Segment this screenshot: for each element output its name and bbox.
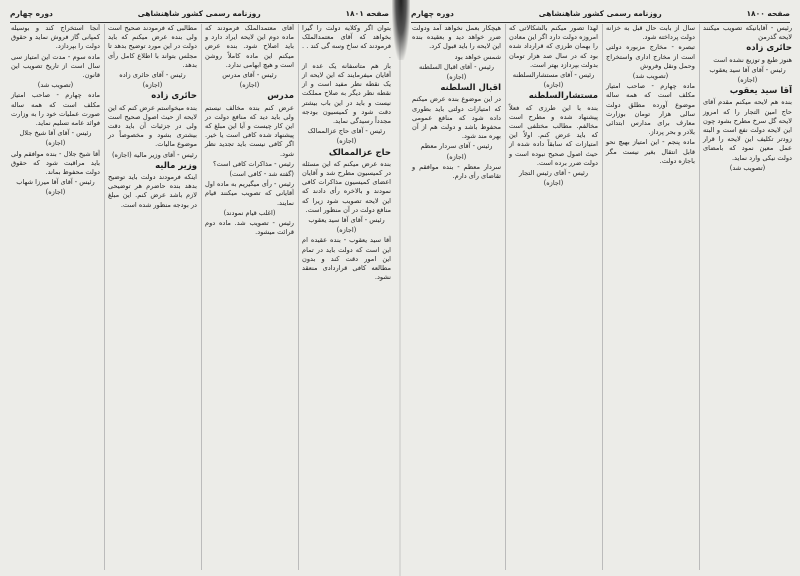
centered-note: رئیس - آقای آقا سید یعقوب (308, 216, 385, 225)
right-page (401, 0, 800, 576)
paragraph: اینکه فرمودند دولت باید توضیح بدهد بنده حاضرم هر توضیحی لازم باشد عرض کنم. این مبلغ در بودجه منظور شده است. (108, 173, 197, 209)
text-column (699, 24, 792, 570)
paragraph: آنجا استخراج کند و بوسیله کمپانی گاز فروش نماید و حقوق دولت را بپردازد. (11, 24, 100, 51)
centered-note: رئیس - آقای آقا شیخ جلال (19, 129, 92, 138)
centered-note: رئیس - آقای حاج عزالممالک (307, 127, 386, 136)
text-column (409, 24, 501, 570)
text-column (201, 24, 294, 570)
paragraph: باز هم متاسفانه یک عده از آقایان میفرمایند که این لایحه از یک نقطه نظر مفید است و از نقطه نظر دیگر به صلاح مملکت نیست و باید در این باب بیشتر دقت شود و کمیسیون بودجه مجدداً رسیدگی نماید. (302, 61, 391, 126)
text-column (104, 24, 197, 570)
page-header (10, 6, 389, 23)
newspaper-title: روزنامه رسمی کشور شاهنشاهی (538, 8, 662, 18)
centered-note: رئیس - آقای آقا میرزا شهاب (16, 178, 95, 187)
centered-note: رئیس - آقای آقا سید یعقوب (709, 65, 786, 74)
paragraph: ماده پنجم - این امتیاز بهیچ نحو قابل انتقال بغیر نیست مگر باجازه دولت. (606, 138, 695, 165)
paragraph: ماده چهارم - صاحب امتیاز مکلف است که همه ساله صورت عملیات خود را به وزارت فوائد عامه تسلیم نماید. (11, 91, 100, 128)
speaker-heading: وزیر مالیه (155, 160, 197, 171)
paragraph: عرض کنم بنده مخالف نیستم ولی باید دید که منافع دولت در این کار چیست و آیا این مبلغ که پیشنهاد شده کافی است یا خیر. اگر کافی نیست باید تجدید نظر شود. (205, 103, 294, 158)
paragraph: سردار معظم - بنده موافقم و تقاضای رأی دارم. (412, 162, 501, 181)
speaker-heading: مستشارالسلطنه (528, 91, 598, 102)
paragraph: لهذا تصور میکنم بالشکالاتی که امروزه دولت دارد اگر این معادن را بهمان طرزی که قرارداد شده بود که در سال صد هزار تومان بدولت بپردازد بهتر است. (509, 24, 598, 69)
centered-note: (اجازه) (446, 152, 467, 161)
text-column (505, 24, 598, 570)
paragraph: آقا سید یعقوب - بنده عقیده ام این است که دولت باید در تمام این امور دقت کند و بدون مطالعه کافی قراردادی منعقد نشود. (302, 236, 391, 282)
centered-note: (اجازه) (446, 73, 467, 82)
paragraph: رئیس - آقایانیکه تصویب میکنند لایحه گذرمن (703, 24, 792, 42)
centered-note: رئیس - آقای رئیس التجار (518, 169, 589, 178)
page-number: صفحه ۱۸۰۰ (746, 8, 790, 18)
paragraph: بتوان اگر وکلایه دولت را گیرا بخواهد که آقای معتمدالملک فرمودند که ساخ وسه گی کند . . . (302, 24, 391, 60)
paragraph: رئیس - مذاکرات کافی است؟ (213, 159, 294, 168)
paragraph: آقا شیخ جلال - بنده موافقم ولی باید مراقبت شود که حقوق دولت محفوظ بماند. (11, 149, 100, 177)
text-columns (409, 24, 792, 570)
page-header (411, 6, 790, 23)
left-page (0, 0, 399, 576)
text-columns (8, 24, 391, 570)
centered-note: (اجازه) (336, 137, 357, 146)
page-number: صفحه ۱۸۰۱ (345, 8, 389, 18)
centered-note: (اجازه) (239, 81, 260, 90)
paragraph: رئیس - آقای وزیر مالیه (اجازه) (111, 150, 197, 159)
paragraph: هیچکار بعمل نخواهد آمد ودولت ضرر خواهد دید و بعقیده بنده این لایحه را باید قبول کرد. (412, 24, 501, 51)
paragraph: بنده عرض میکنم که این مسئله در کمیسیون مطرح شد و آقایان اعضای کمیسیون مذاکرات کافی نمودند و بالاخره رأی دادند که این لایحه تصویب شود زیرا که منافع دولت در آن منظور است. (302, 159, 391, 214)
centered-note: رئیس - آقای سردار معظم (420, 142, 493, 151)
centered-note: (اجازه) (45, 188, 66, 197)
speaker-heading: مدرس (267, 91, 294, 102)
speaker-heading: حائری زاده (746, 43, 792, 54)
centered-note: (اجازه) (336, 226, 357, 235)
speaker-heading: حاج عزالممالک (328, 147, 391, 158)
period-label: دوره چهارم (411, 8, 454, 18)
centered-note: رئیس - آقای مدرس (222, 71, 277, 80)
speaker-heading: آقا سید یعقوب (729, 86, 792, 97)
centered-note: (تصویب شد) (632, 72, 669, 81)
speaker-heading: حائری زاده (151, 91, 197, 102)
text-column (8, 24, 100, 570)
text-column (602, 24, 695, 570)
centered-note: (اجازه) (142, 81, 163, 90)
centered-note: رئیس - آقای حائری زاده (119, 71, 186, 80)
centered-note: رئیس - آقای مستشارالسلطنه (512, 71, 595, 80)
centered-note: (تصویب شد) (729, 163, 766, 172)
paragraph: (گفته شد - کافی است) (229, 170, 294, 179)
paragraph: مطالبی که فرمودند صحیح است ولی بنده عرض میکنم که باید دولت در این مورد توضیح بدهد تا مجلس بتواند با اطلاع کامل رأی بدهد. (108, 24, 197, 69)
paragraph: رئیس - رأی میگیریم به ماده اول آقایانی که تصویب میکنند قیام نمایند. (205, 180, 294, 207)
paragraph: هنوز طبع و توزیع نشده است (713, 55, 792, 64)
centered-note: (اغلب قیام نمودند) (223, 208, 276, 217)
paragraph: آقای معتمدالملک فرمودند که ماده دوم این لایحه ایراد دارد و باید اصلاح شود. بنده عرض میکنم این ماده کاملاً روشن است و هیچ ابهامی ندارد. (205, 24, 294, 69)
centered-note: (اجازه) (543, 179, 564, 188)
paragraph: سال از بابت حال قبل به خزانه دولت پرداخته شود. (606, 24, 695, 42)
paragraph: ماده سوم - مدت این امتیاز سی سال است از تاریخ تصویب این قانون. (11, 52, 100, 80)
centered-note: (اجازه) (45, 139, 66, 148)
paragraph: تبصره - مخارج مزبوره دولتی است از مخارج اداری واستخراج وحمل ونقل وفروش (606, 43, 695, 70)
newspaper-title: روزنامه رسمی کشور شاهنشاهی (137, 8, 261, 18)
speaker-heading: اقبال السلطنه (440, 83, 501, 94)
paragraph: ماده چهارم - صاحب امتیاز مکلف است که همه ساله موضوع آورده مطلق دولت سالی هزار تومان بوزارت معارف برای مدارس ابتدائی بلادر و بحر پرداز. (606, 82, 695, 137)
paragraph: بنده میخواستم عرض کنم که این لایحه از حیث اصول صحیح است ولی در جزئیات آن باید دقت بیشتری بشود و مخصوصاً در موضوع مالیات. (108, 103, 197, 149)
paragraph: بنده با این طرزی که فعلاً پیشنهاد شده و مطرح است مخالفم. مطالب مختلفی است که باید عرض کنم. اولاً این امتیازات که سابقاً داده شده از حیث اصول صحیح نبوده است و دولت ضرر برده است. (509, 103, 598, 167)
centered-note: رئیس - آقای اقبال السلطنه (419, 62, 494, 71)
paragraph: در این موضوع بنده عرض میکنم که امتیازات دولتی باید بطوری داده شود که منافع عمومی محفوظ باشد و دولت هم از آن بهره مند شود. (412, 95, 501, 141)
book-binding-shadow (392, 0, 410, 60)
centered-note: (اجازه) (543, 81, 564, 90)
paragraph: بنده هم لایحه میکنم مقدم آقای حاج امین التجار را که امروز لایحه گل سرخ مطرح بشود چون این لایحه دولت نفع است و البته زودتر تکلیف این لایحه را قرار عمل معین نمود که بامضای دولت نیکی وارد نماید. (703, 98, 792, 162)
paragraph: رئیس - تصویب شد. ماده دوم قرائت میشود. (205, 219, 294, 237)
period-label: دوره چهارم (10, 8, 53, 18)
centered-note: (تصویب شد) (37, 81, 74, 90)
centered-note: (اجازه) (737, 76, 758, 85)
text-column (298, 24, 391, 570)
paragraph: شمس خواهد بود (454, 52, 501, 61)
